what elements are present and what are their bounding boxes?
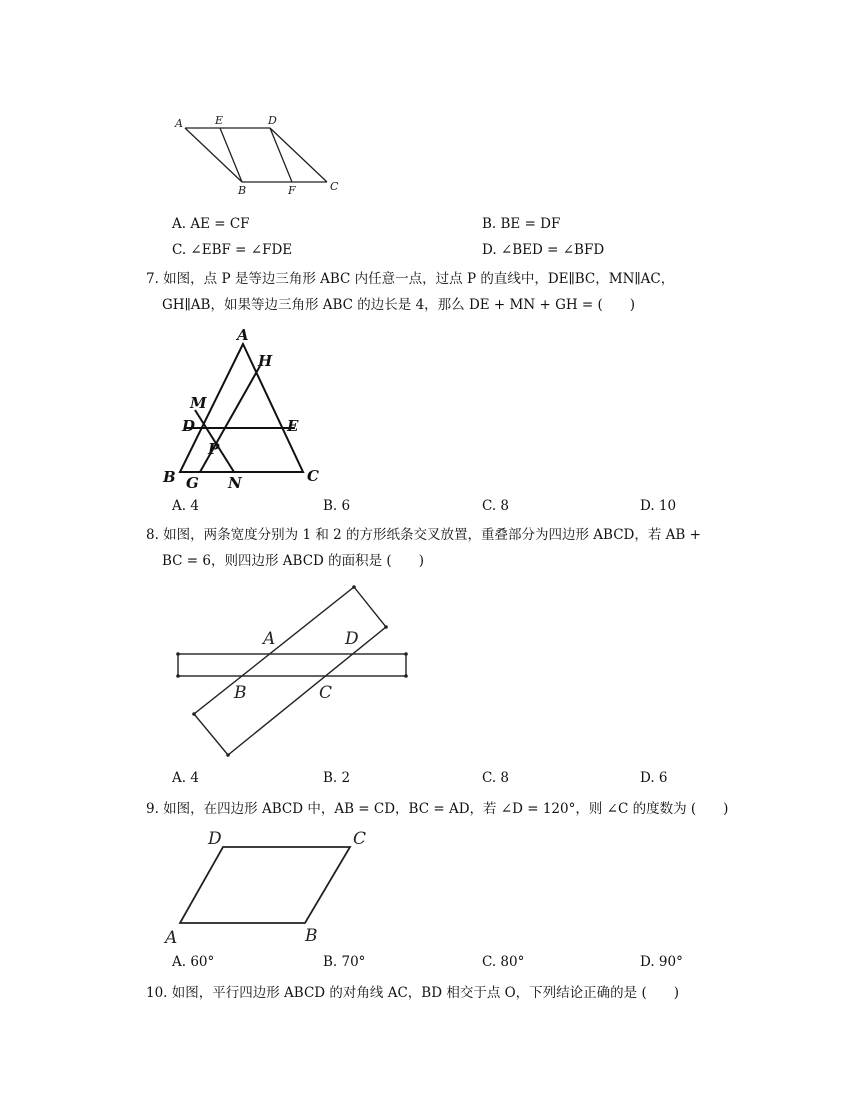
q6-label-e: E — [215, 114, 224, 127]
q6-label-d: D — [268, 114, 277, 127]
q8-option-d: D. 6 — [640, 770, 668, 786]
q9-label-c: C — [353, 829, 367, 849]
q6-label-c: C — [330, 180, 339, 193]
q8-option-a: A. 4 — [172, 770, 199, 786]
q7-option-d: D. 10 — [640, 498, 677, 514]
q9-option-d: D. 90° — [640, 954, 683, 970]
q6-label-f: F — [288, 184, 296, 197]
q8-text-line-2: BC = 6，则四边形 ABCD 的面积是 ( ) — [162, 553, 424, 569]
q7-label-n: N — [228, 474, 242, 492]
q9-label-b: B — [305, 926, 318, 946]
q7-label-g: G — [186, 474, 199, 492]
question-7 — [146, 266, 674, 318]
question-10 — [146, 980, 679, 1006]
q8-label-a: A — [263, 629, 276, 649]
q9-option-a: A. 60° — [172, 954, 215, 970]
q7-option-a: A. 4 — [172, 498, 199, 514]
q7-label-m: M — [190, 394, 207, 412]
q8-option-b: B. 2 — [323, 770, 351, 786]
q9-option-b: B. 70° — [323, 954, 366, 970]
q6-label-a: A — [175, 117, 183, 130]
q6-option-d: D. ∠BED = ∠BFD — [482, 242, 605, 258]
q7-label-b: B — [163, 468, 176, 486]
q7-label-c: C — [307, 467, 319, 485]
q9-text-line-1: 9. 如图，在四边形 ABCD 中，AB = CD，BC = AD，若 ∠D = 120°，则 ∠C 的度数为 ( ) — [146, 801, 729, 817]
q6-option-a: A. AE = CF — [172, 216, 250, 232]
question-9 — [146, 796, 728, 822]
q6-option-c: C. ∠EBF = ∠FDE — [172, 242, 293, 258]
q8-option-c: C. 8 — [482, 770, 510, 786]
question-8 — [146, 522, 701, 574]
q7-triangle-figure — [160, 326, 330, 496]
q10-text-line-1: 10. 如图，平行四边形 ABCD 的对角线 AC，BD 相交于点 O，下列结论正确的是 ( ) — [146, 985, 680, 1001]
q8-text-line-1: 8. 如图，两条宽度分别为 1 和 2 的方形纸条交叉放置，重叠部分为四边形 ABCD，若 AB + — [146, 527, 701, 543]
q9-quadrilateral-figure — [160, 822, 380, 950]
q7-label-h: H — [258, 352, 273, 370]
q7-label-d: D — [182, 417, 196, 435]
q7-label-p: P — [208, 440, 220, 458]
q7-text-line-2: GH∥AB，如果等边三角形 ABC 的边长是 4，那么 DE + MN + GH = ( ) — [162, 297, 636, 313]
q8-label-c: C — [319, 683, 333, 703]
q6-option-b: B. BE = DF — [482, 216, 561, 232]
q7-option-c: C. 8 — [482, 498, 510, 514]
q7-label-e: E — [287, 417, 299, 435]
q8-label-d: D — [345, 629, 359, 649]
q8-paper-strips-figure — [170, 578, 420, 763]
q8-label-b: B — [234, 683, 247, 703]
q7-option-b: B. 6 — [323, 498, 351, 514]
q9-option-c: C. 80° — [482, 954, 525, 970]
q6-parallelogram-figure — [170, 112, 350, 198]
q9-label-a: A — [165, 928, 178, 948]
q9-label-d: D — [208, 829, 222, 849]
q7-label-a: A — [237, 326, 249, 344]
q6-label-b: B — [238, 184, 247, 197]
q7-text-line-1: 7. 如图，点 P 是等边三角形 ABC 内任意一点，过点 P 的直线中，DE∥BC，MN∥AC， — [146, 271, 675, 287]
